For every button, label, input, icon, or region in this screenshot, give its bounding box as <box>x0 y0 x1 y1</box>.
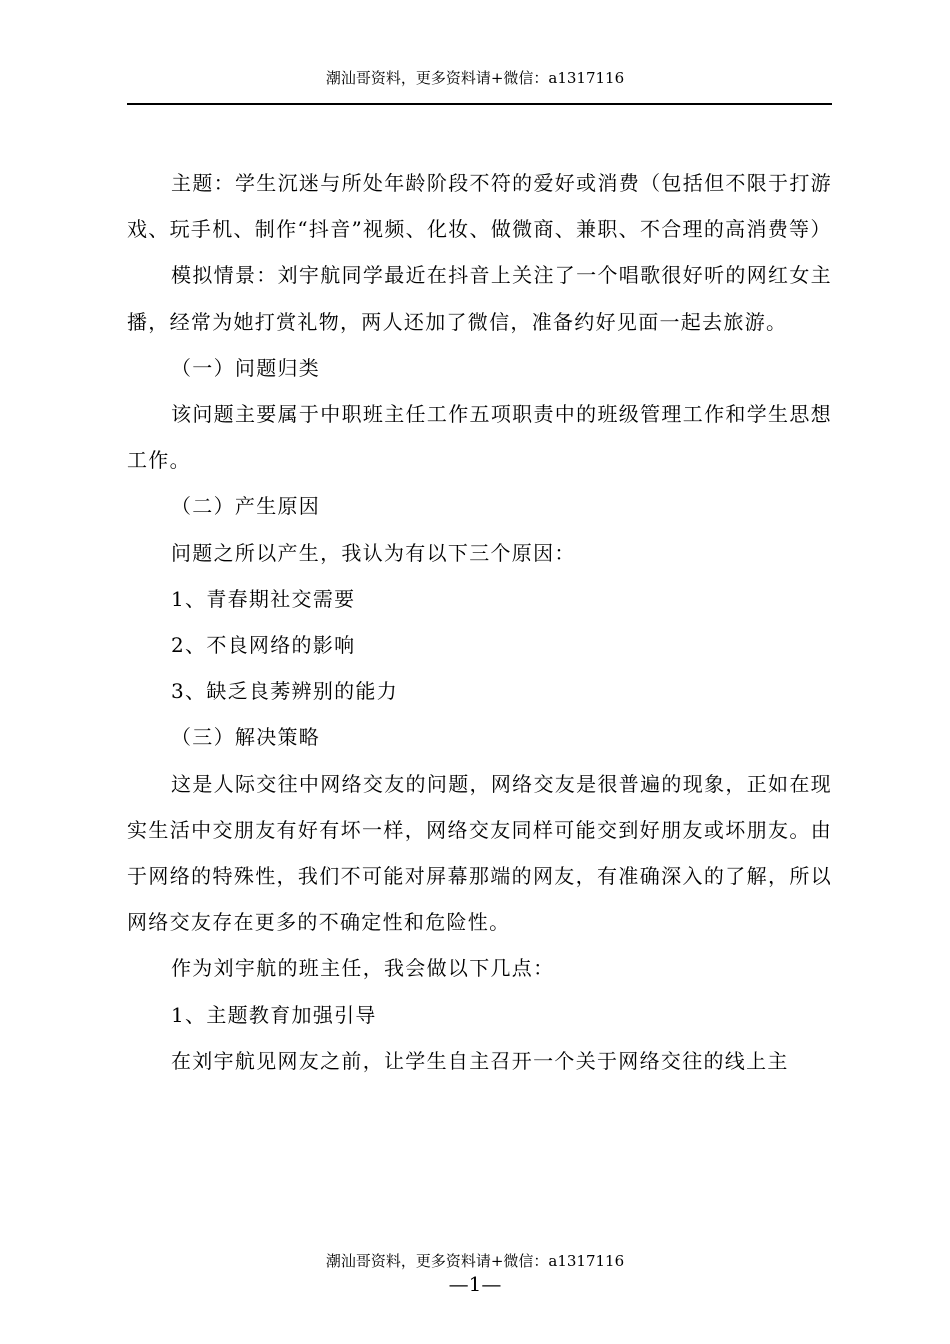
heading-problem-category: （一）问题归类 <box>171 355 321 380</box>
paragraph-problem-category: 该问题主要属于中职班主任工作五项职责中的班级管理工作和学生思想工作。 <box>127 402 832 473</box>
paragraph-scenario: 模拟情景：刘宇航同学最近在抖音上关注了一个唱歌很好听的网红女主播，经常为她打赏礼物，两人还加了微信，准备约好见面一起去旅游。 <box>127 263 832 334</box>
paragraph-strategies: 这是人际交往中网络交友的问题，网络交友是很普遍的现象，正如在现实生活中交朋友有好有坏一样，网络交友同样可能交到好朋友或坏朋友。由于网络的特殊性，我们不可能对屏幕那端的网友，有准确深入的了解，所以网络交友存在更多的不确定性和危险性。 <box>127 771 832 935</box>
heading-causes: （二）产生原因 <box>171 494 321 519</box>
paragraph-action-1: 在刘宇航见网友之前，让学生自主召开一个关于网络交往的线上主 <box>171 1048 789 1073</box>
paragraph-causes-intro: 问题之所以产生，我认为有以下三个原因： <box>171 540 576 565</box>
page-number: —1— <box>448 1272 502 1296</box>
heading-strategies: （三）解决策略 <box>171 725 321 750</box>
paragraph-teacher-actions: 作为刘宇航的班主任，我会做以下几点： <box>171 956 555 981</box>
header-divider <box>127 103 832 105</box>
page-footer: 潮汕哥资料，更多资料请+微信：a1317116 <box>325 1252 625 1270</box>
list-item-cause-3: 3、缺乏良莠辨别的能力 <box>171 679 399 704</box>
paragraph-theme: 主题：学生沉迷与所处年龄阶段不符的爱好或消费（包括但不限于打游戏、玩手机、制作“抖音”视频、化妆、做微商、兼职、不合理的高消费等） <box>127 171 832 242</box>
list-item-action-1: 1、主题教育加强引导 <box>171 1002 377 1027</box>
list-item-cause-1: 1、青春期社交需要 <box>171 586 356 611</box>
page-header: 潮汕哥资料，更多资料请+微信：a1317116 <box>325 69 625 87</box>
document-body <box>127 160 832 1084</box>
list-item-cause-2: 2、不良网络的影响 <box>171 633 356 658</box>
